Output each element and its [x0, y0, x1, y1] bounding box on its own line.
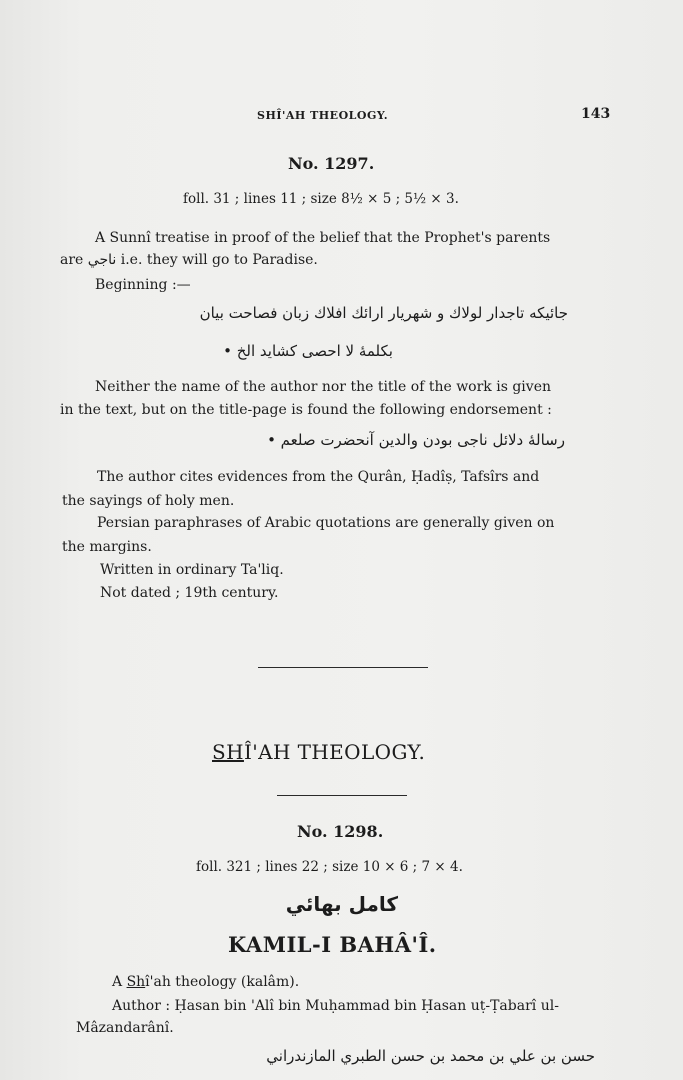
- subject-prefix: A: [112, 974, 127, 990]
- entry-1297-desc-line1: A Sunnî treatise in proof of the belief that the Prophet's parents: [95, 230, 551, 246]
- script-line: Written in ordinary Ta'liq.: [100, 562, 284, 578]
- desc-line2-post: i.e. they will go to Paradise.: [120, 252, 318, 268]
- author-line2: Mâzandarânî.: [76, 1020, 174, 1036]
- desc-line2-pre: are: [60, 252, 84, 268]
- desc-line2-arabic: ناجي: [87, 252, 117, 268]
- section-divider-top: [258, 667, 428, 668]
- note-line2: in the text, but on the title-page is found the following endorsement :: [60, 402, 552, 418]
- cites-line1: The author cites evidences from the Qurân, Ḥadîṣ, Tafsîrs and: [97, 469, 540, 485]
- section-heading-rest: Î'AH THEOLOGY.: [243, 740, 426, 764]
- entry-1298-title-latin: KAMIL-I BAHÂ'Î.: [228, 932, 437, 957]
- running-head: SHÎ'AH THEOLOGY.: [257, 109, 389, 122]
- subject-sh: Sh: [126, 974, 146, 990]
- page-number: 143: [581, 106, 611, 122]
- entry-1297-desc-line2: [60, 250, 318, 270]
- entry-1297-physical: foll. 31 ; lines 11 ; size 8½ × 5 ; 5½ × 3.: [183, 191, 459, 207]
- entry-1298-number: No. 1298.: [297, 822, 384, 841]
- author-line1: Author : Ḥasan bin 'Alî bin Muḥammad bin Ḥasan uṭ-Ṭabarî ul-: [112, 998, 559, 1014]
- persian-line1: Persian paraphrases of Arabic quotations are generally given on: [97, 515, 555, 531]
- author-arabic: حسن بن علي بن محمد بن حسن الطبري المازندراني: [266, 1047, 595, 1065]
- endorsement-arabic: رسالهٔ دلائل ناجى بودن والدين آنحضرت صلعم •: [267, 431, 565, 449]
- section-heading: [212, 740, 425, 764]
- note-line1: Neither the name of the author nor the title of the work is given: [95, 379, 551, 395]
- cites-line2: the sayings of holy men.: [62, 493, 235, 509]
- section-heading-prefix: SH: [212, 740, 244, 764]
- date-line: Not dated ; 19th century.: [100, 585, 279, 601]
- entry-1298-title-arabic: كامل بهائي: [285, 892, 398, 916]
- entry-1298-subject: [112, 972, 299, 992]
- beginning-label: Beginning :—: [95, 277, 191, 293]
- section-divider-bottom: [277, 795, 407, 796]
- persian-line2: the margins.: [62, 539, 152, 555]
- entry-1298-physical: foll. 321 ; lines 22 ; size 10 × 6 ; 7 × 4.: [196, 859, 463, 875]
- subject-rest: î'ah theology (kalâm).: [145, 974, 300, 990]
- beginning-arabic-line2: بكلمهٔ لا احصى كشايد الخ •: [223, 342, 393, 360]
- entry-1297-number: No. 1297.: [288, 154, 375, 173]
- beginning-arabic-line1: جائيكه تاجدار لولاك و شهريار ارائك افلاك زبان فصاحت بيان: [199, 304, 568, 322]
